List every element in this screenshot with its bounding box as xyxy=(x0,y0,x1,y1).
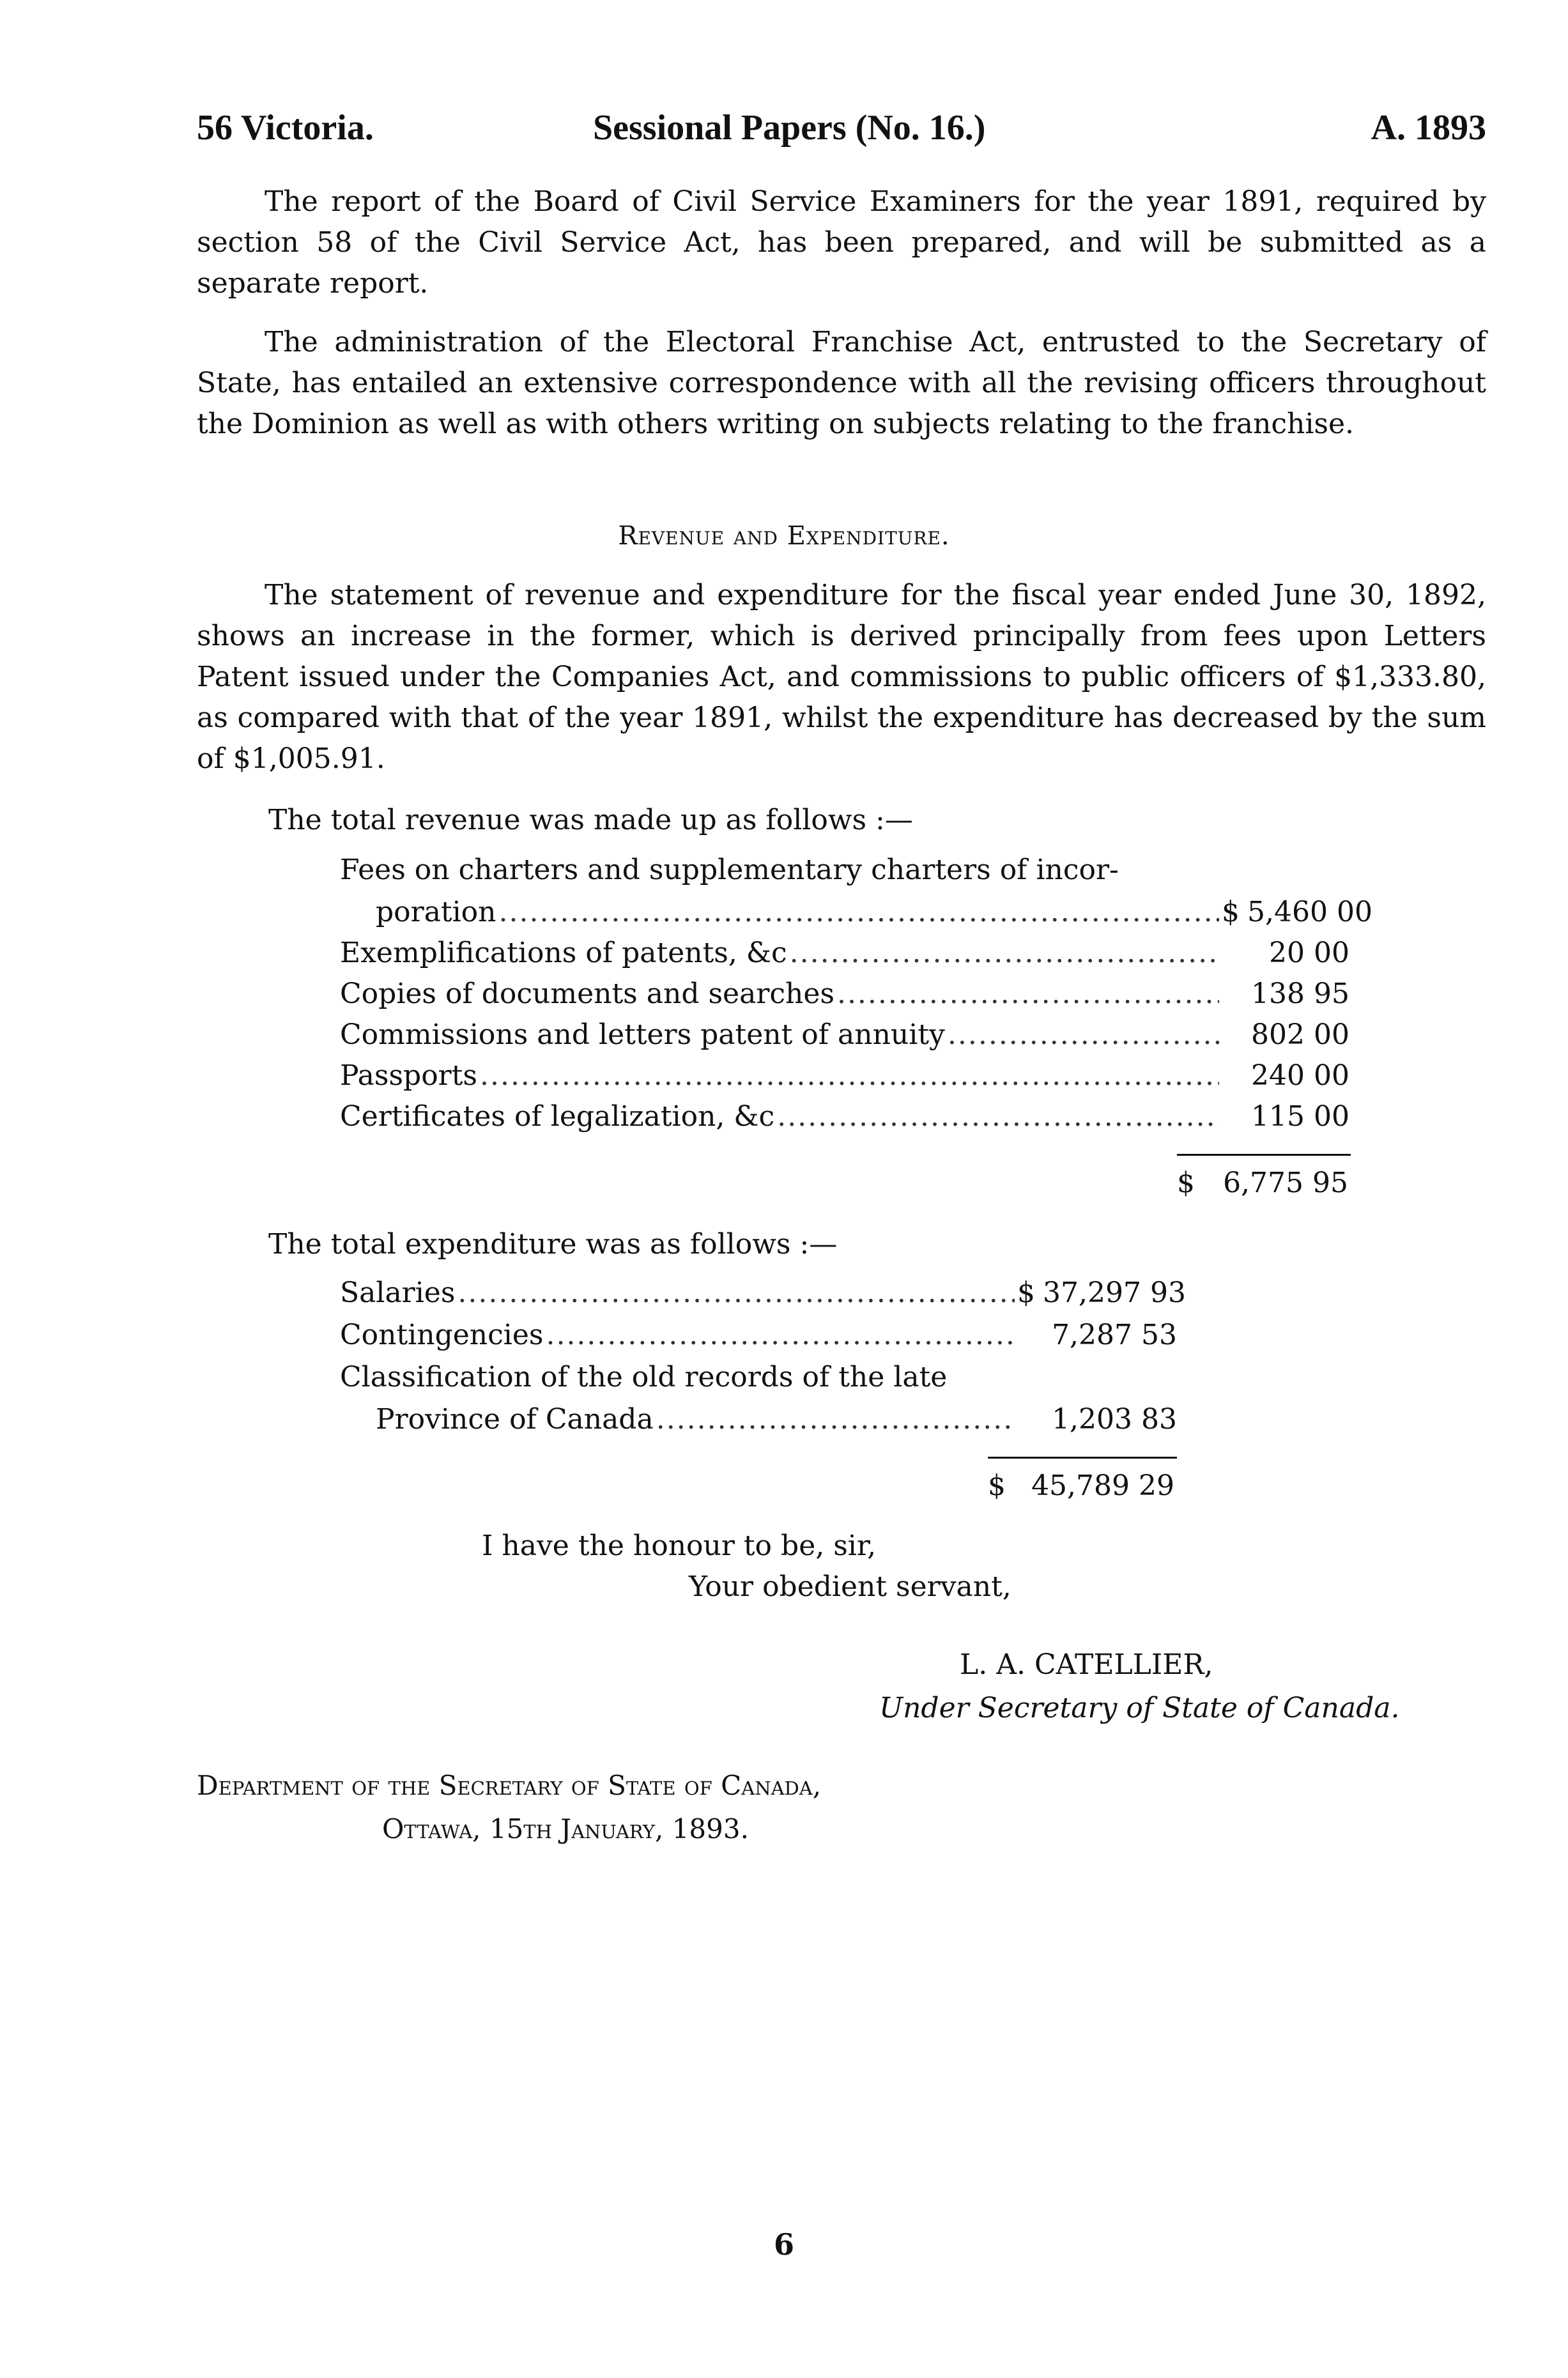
revenue-row-amount: 240 00 xyxy=(1251,1059,1349,1092)
expenditure-row-label: Salaries xyxy=(340,1277,456,1309)
expenditure-row xyxy=(340,1315,1177,1356)
revenue-total-currency: $ xyxy=(1177,1167,1195,1199)
expenditure-row-amount: 7,287 53 xyxy=(1052,1319,1177,1351)
section-heading: Revenue and Expenditure. xyxy=(618,521,950,551)
header-title: Sessional Papers (No. 16.) xyxy=(593,108,986,148)
department-line: Department of the Secretary of State of Canada, xyxy=(197,1770,822,1801)
revenue-row-amount: 802 00 xyxy=(1251,1018,1349,1051)
revenue-row xyxy=(340,1096,1349,1137)
leader-dots xyxy=(546,1315,1015,1356)
expenditure-row xyxy=(376,1399,1177,1440)
revenue-row-label: Commissions and letters patent of annuity xyxy=(340,1018,945,1051)
revenue-intro: The total revenue was made up as follows :— xyxy=(268,804,913,836)
revenue-row xyxy=(340,1055,1349,1096)
revenue-row-label: Certificates of legalization, &c xyxy=(340,1100,775,1133)
signatory-name: L. A. CATELLIER, xyxy=(960,1648,1213,1681)
header-year: A. 1893 xyxy=(1371,108,1486,148)
leader-dots xyxy=(777,1096,1219,1137)
expenditure-row-label: Contingencies xyxy=(340,1319,544,1351)
leader-dots xyxy=(790,933,1219,974)
revenue-row-amount: 5,460 00 xyxy=(1247,896,1372,928)
revenue-row-label: Passports xyxy=(340,1059,477,1092)
paragraph-civil-service: The report of the Board of Civil Service Examiners for the year 1891, required by section 58 of the Civil Service Act, has been prepared, and will be submitted as a separate report. xyxy=(197,185,1486,300)
expenditure-row-label: Province of Canada xyxy=(376,1403,654,1436)
expenditure-intro: The total expenditure was as follows :— xyxy=(268,1228,838,1261)
revenue-row-label: Copies of documents and searches xyxy=(340,978,834,1010)
revenue-row xyxy=(340,1015,1349,1055)
running-header xyxy=(197,107,1486,165)
place-date-line: Ottawa, 15th January, 1893. xyxy=(382,1813,749,1845)
closing-line: I have the honour to be, sir, xyxy=(482,1530,877,1562)
revenue-row-amount: 115 00 xyxy=(1251,1100,1349,1133)
header-session: 56 Victoria. xyxy=(197,108,374,148)
revenue-total-rule xyxy=(1177,1154,1351,1156)
paragraph-electoral-franchise: The administration of the Electoral Franchise Act, entrusted to the Secretary of State, has entailed an extensive correspondence with all the revising officers throughout the Dominion as well as with others writing on subjects relating to the franchise. xyxy=(197,326,1486,440)
leader-dots xyxy=(480,1055,1219,1096)
revenue-total-amount: 6,775 95 xyxy=(1223,1167,1348,1199)
expenditure-row-currency: $ xyxy=(1017,1277,1035,1309)
revenue-row xyxy=(376,892,1372,933)
revenue-first-line: Fees on charters and supplementary charters of incor- xyxy=(340,854,1119,886)
expenditure-total xyxy=(988,1469,1174,1502)
leader-dots xyxy=(457,1273,1015,1314)
revenue-row-amount: 138 95 xyxy=(1251,978,1349,1010)
revenue-row xyxy=(340,933,1349,974)
page-number: 6 xyxy=(773,2227,794,2262)
revenue-row xyxy=(340,974,1349,1015)
revenue-total xyxy=(1177,1167,1348,1199)
signatory-title: Under Secretary of State of Canada. xyxy=(879,1692,1400,1724)
expenditure-row-amount: 1,203 83 xyxy=(1052,1403,1177,1436)
expenditure-total-currency: $ xyxy=(988,1469,1006,1502)
revenue-row-currency: $ xyxy=(1222,896,1240,928)
expenditure-multiline-label: Classification of the old records of the late xyxy=(340,1361,948,1393)
leader-dots xyxy=(499,892,1219,933)
expenditure-row-amount: 37,297 93 xyxy=(1043,1277,1186,1309)
leader-dots xyxy=(656,1399,1015,1440)
leader-dots xyxy=(948,1015,1219,1055)
closing-servant: Your obedient servant, xyxy=(689,1570,1011,1603)
expenditure-total-rule xyxy=(988,1457,1177,1459)
revenue-row-label: poration xyxy=(376,896,496,928)
paragraph-revenue-statement: The statement of revenue and expenditure for the fiscal year ended June 30, 1892, shows an increase in the former, which is derived principally from fees upon Letters Patent issued under the Companies Act, and commissions to public officers of $1,333.80, as compared with that of the year 1891, whilst the expenditure has decreased by the sum of $1,005.91. xyxy=(197,579,1486,775)
revenue-row-label: Exemplifications of patents, &c xyxy=(340,937,787,969)
leader-dots xyxy=(837,974,1219,1015)
revenue-row-amount: 20 00 xyxy=(1269,937,1349,969)
expenditure-total-amount: 45,789 29 xyxy=(1031,1469,1174,1502)
expenditure-row xyxy=(340,1273,1186,1314)
